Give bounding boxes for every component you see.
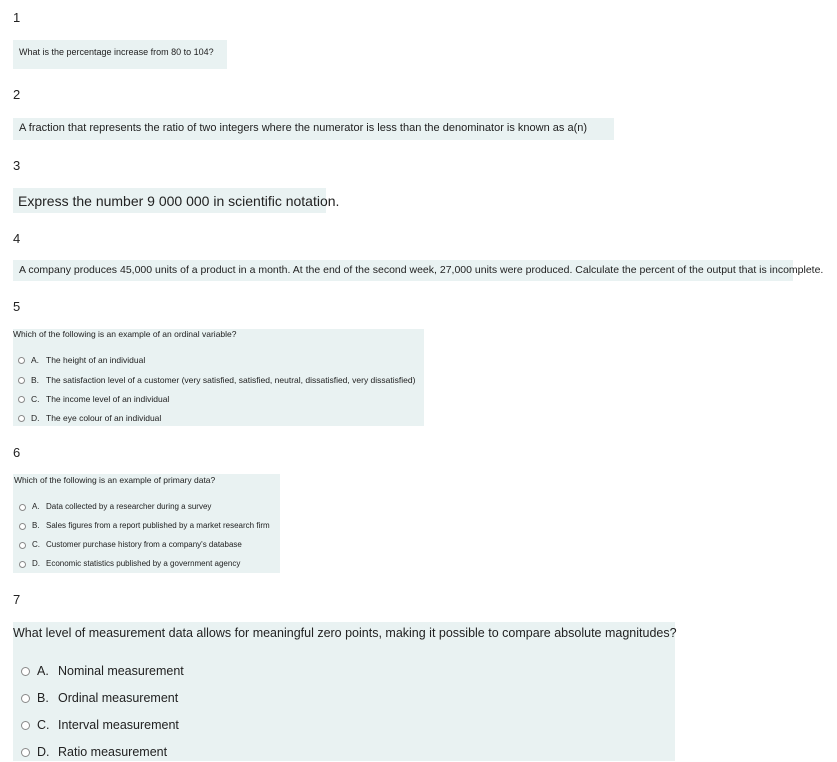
answer-option-c[interactable] — [18, 395, 169, 404]
radio-button[interactable] — [18, 396, 25, 403]
radio-button[interactable] — [19, 504, 26, 511]
radio-button[interactable] — [18, 377, 25, 384]
option-letter: B. — [32, 521, 40, 530]
question-text: A fraction that represents the ratio of two integers where the numerator is less than the denominator is known as a(n) — [19, 122, 588, 134]
option-letter: C. — [37, 718, 50, 732]
option-label: The satisfaction level of a customer (very satisfied, satisfied, neutral, dissatisfied, very dissatisfied) — [46, 375, 416, 385]
answer-option-a[interactable] — [21, 665, 184, 678]
question-card — [13, 329, 424, 426]
question-number: 3 — [13, 158, 21, 173]
question-card — [13, 622, 675, 761]
option-label: Data collected by a researcher during a survey — [46, 502, 212, 511]
radio-button[interactable] — [21, 748, 30, 757]
option-label: The eye colour of an individual — [46, 413, 162, 423]
answer-option-c[interactable] — [21, 719, 179, 732]
option-label: The income level of an individual — [46, 394, 170, 404]
answer-option-d[interactable] — [19, 560, 240, 568]
answer-option-c[interactable] — [19, 541, 242, 549]
option-label: Interval measurement — [58, 718, 179, 732]
answer-option-d[interactable] — [18, 414, 161, 423]
option-letter: A. — [31, 355, 40, 365]
question-number: 7 — [13, 592, 21, 607]
question-number: 5 — [13, 299, 21, 314]
option-letter: B. — [37, 691, 49, 705]
radio-button[interactable] — [21, 667, 30, 676]
radio-button[interactable] — [21, 694, 30, 703]
option-letter: B. — [31, 375, 40, 385]
question-number: 2 — [13, 87, 21, 102]
radio-button[interactable] — [21, 721, 30, 730]
question-text: Express the number 9 000 000 in scientific notation. — [18, 193, 340, 209]
question-text: Which of the following is an example of primary data? — [14, 475, 216, 485]
question-text: What is the percentage increase from 80 to 104? — [19, 47, 214, 57]
radio-button[interactable] — [19, 561, 26, 568]
option-letter: D. — [37, 745, 50, 759]
option-letter: A. — [32, 502, 40, 511]
radio-button[interactable] — [18, 415, 25, 422]
answer-option-a[interactable] — [18, 356, 145, 365]
answer-option-a[interactable] — [19, 503, 211, 511]
option-label: Ratio measurement — [58, 745, 168, 759]
question-prompt-box — [13, 260, 824, 281]
answer-option-b[interactable] — [21, 692, 178, 705]
answer-option-b[interactable] — [18, 376, 415, 385]
answer-option-b[interactable] — [19, 522, 270, 530]
option-label: Ordinal measurement — [58, 691, 179, 705]
option-label: The height of an individual — [46, 355, 146, 365]
option-label: Nominal measurement — [58, 664, 184, 678]
option-letter: C. — [31, 394, 40, 404]
option-letter: D. — [32, 559, 40, 568]
question-prompt-box — [13, 118, 614, 140]
radio-button[interactable] — [18, 357, 25, 364]
option-label: Economic statistics published by a government agency — [46, 559, 241, 568]
option-letter: A. — [37, 664, 49, 678]
question-card — [13, 474, 280, 573]
answer-option-d[interactable] — [21, 746, 167, 759]
question-prompt-box — [13, 40, 227, 69]
option-label: Customer purchase history from a company's database — [46, 540, 242, 549]
option-letter: D. — [31, 413, 40, 423]
question-prompt-box — [13, 188, 340, 213]
question-text: What level of measurement data allows for meaningful zero points, making it possible to compare absolute magnitudes? — [13, 626, 677, 640]
radio-button[interactable] — [19, 523, 26, 530]
radio-button[interactable] — [19, 542, 26, 549]
question-number: 1 — [13, 10, 21, 25]
question-number: 6 — [13, 445, 21, 460]
question-text: A company produces 45,000 units of a product in a month. At the end of the second week, 27,000 units were produced. Calculate the percent of the output that is incomplete. — [19, 264, 824, 276]
question-text: Which of the following is an example of an ordinal variable? — [13, 329, 237, 339]
option-letter: C. — [32, 540, 40, 549]
question-number: 4 — [13, 231, 21, 246]
option-label: Sales figures from a report published by a market research firm — [46, 521, 270, 530]
